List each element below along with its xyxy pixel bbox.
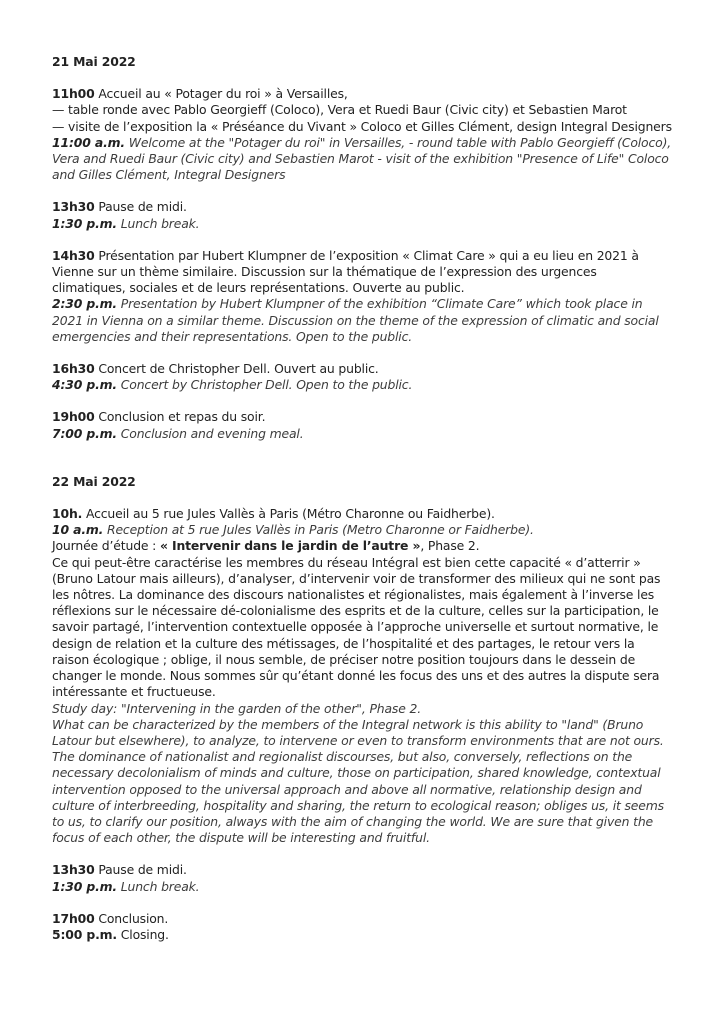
session-time-en: 7:00 p.m. xyxy=(52,425,117,441)
session-en-line xyxy=(52,135,672,184)
session-text-en: Reception at 5 rue Jules Vallès in Paris (Metro Charonne xyxy=(103,522,449,538)
session-en-line xyxy=(52,879,672,895)
session-text-en: Conclusion and evening meal. xyxy=(116,425,304,441)
study-day-en: Study day: "Intervening in the garden of the other", Phase 2. xyxy=(52,700,421,716)
session-en-line xyxy=(52,522,672,538)
session-text-fr: Conclusion et repas du soir. xyxy=(94,409,266,425)
session-text-fr: Pause de midi. xyxy=(94,199,187,215)
session-fr-line xyxy=(52,409,672,425)
session-time-fr: 17h00 xyxy=(52,910,95,926)
session-time-fr: 11h00 xyxy=(52,86,95,102)
session-time-fr: 13h30 xyxy=(52,199,95,215)
session-en-line xyxy=(52,296,672,345)
session-time-en: 4:30 p.m. xyxy=(52,377,117,393)
metro-end-text: ). xyxy=(525,522,534,538)
study-day-fr xyxy=(52,538,672,554)
session-fr-line xyxy=(52,86,672,102)
study-paragraph-fr: Ce qui peut-être caractérise les membres du réseau Intégral est bien cette capacité « d’atterrir » (Bruno Latour mais ailleurs), d’analyser, d’intervenir voir de transformer des milieux qui ne sont pas les nôtres. La dominance des discours nationalistes et régionalistes, mais également à l’inverse les réflexions sur le nécessaire dé-colonialisme des esprits et de la culture, celles sur la participation, le savoir partagé, l’intervention contextuelle opposée à l’approche universelle et surtout normative, le design de relation et la culture des métissages, de l’hospitalité et des partages, le retour vers la raison écologique ; oblige, il nous semble, de préciser notre position toujours dans le dessein de changer le monde. Nous sommes sûr qu’étant donné les focus des uns et des autres la dispute sera intéressante et fructueuse. xyxy=(52,554,661,700)
session-fr-line xyxy=(52,361,672,377)
session-text-fr: Présentation par Hubert Klumpner de l’exposition « Climat Care » qui a eu lieu en 2021 à Vienne sur un thème similaire. Discussion sur la thématique de l’expression des urgences climatiques, sociales et de leurs représentations. Ouverte au public. xyxy=(52,247,639,296)
session-text-en: Welcome at the "Potager du roi" in Versailles, - round table with Pablo Georgieff (Coloco), Vera and Ruedi Baur (Civic city) and Sebastien Marot - visit of the exhibition "Presence of Life" Coloco and Gilles Clément, Integral Designers xyxy=(52,134,672,183)
session-text-en: Lunch break. xyxy=(116,215,200,231)
session-time-en: 11:00 a.m. xyxy=(52,134,125,150)
study-prefix: Journée d’étude : xyxy=(52,538,160,554)
session-time-fr: 16h30 xyxy=(52,361,95,377)
session-time-en: 10 a.m. xyxy=(52,522,104,538)
session-text-en: Concert by Christopher Dell. Open to the public. xyxy=(116,377,413,393)
session-text-en: Lunch break. xyxy=(116,878,200,894)
session-1330-day2 xyxy=(52,862,672,894)
session-1630 xyxy=(52,361,672,393)
session-time-en: 1:30 p.m. xyxy=(52,878,117,894)
session-1700 xyxy=(52,911,672,943)
session-time-en: 1:30 p.m. xyxy=(52,215,117,231)
study-title: « Intervenir dans le jardin de l’autre » xyxy=(159,538,421,554)
session-10h xyxy=(52,506,672,846)
session-fr-line xyxy=(52,506,672,522)
session-fr-line xyxy=(52,248,672,297)
study-paragraph-en: What can be characterized by the members of the Integral network is this ability to "land" (Bruno Latour but elsewhere), to analyze, to intervene or even to transform environments that are not ours. The dominance of nationalist and regionalist discourses, but also, conversely, reflections on the necessary decolonialism of minds and culture, those on participation, shared knowledge, contextual intervention opposed to the universal approach and above all normative, relationship design and culture of interbreeding, hospitality and sharing, the return to ecological reason; obliges us, it seems to us, to clarify our position, always with the aim of changing the world. We are sure that given the focus of each other, the dispute will be interesting and fruitful. xyxy=(52,716,664,846)
session-time-fr: 19h00 xyxy=(52,409,95,425)
session-time-en: 5:00 p.m. xyxy=(52,926,117,942)
document-page xyxy=(52,54,672,943)
session-time-fr: 13h30 xyxy=(52,862,95,878)
study-suffix: , Phase 2. xyxy=(420,538,480,554)
session-fr-line xyxy=(52,911,672,927)
session-en-line xyxy=(52,377,672,393)
session-en-line xyxy=(52,927,672,943)
day2-date: 22 Mai 2022 xyxy=(52,473,136,489)
session-text-fr: Pause de midi. xyxy=(94,862,187,878)
session-text-fr: Accueil au « Potager du roi » à Versailles, xyxy=(94,86,348,102)
session-en-line xyxy=(52,426,672,442)
session-1430 xyxy=(52,248,672,345)
session-fr-line xyxy=(52,862,672,878)
session-fr-line: — visite de l’exposition la « Préséance du Vivant » Coloco et Gilles Clément, design Integral Designers xyxy=(52,118,672,134)
session-time-en: 2:30 p.m. xyxy=(52,296,117,312)
session-1900 xyxy=(52,409,672,441)
session-fr-line xyxy=(52,199,672,215)
session-text-en: Presentation by Hubert Klumpner of the exhibition “Climate Care” which took place in 2021 in Vienna on a similar theme. Discussion on the theme of the expression of climatic and social emergencies and their representations. Open to the public. xyxy=(52,296,659,344)
metro-alt-text: or Faidherbe xyxy=(448,522,526,538)
session-time-fr: 10h. xyxy=(52,506,83,522)
session-fr-line: — table ronde avec Pablo Georgieff (Coloco), Vera et Ruedi Baur (Civic city) et Sebastien Marot xyxy=(52,102,627,118)
session-en-line xyxy=(52,216,672,232)
session-1330 xyxy=(52,199,672,231)
session-text-en: Closing. xyxy=(116,926,169,942)
day1-date: 21 Mai 2022 xyxy=(52,54,136,69)
session-time-fr: 14h30 xyxy=(52,247,95,263)
session-text-fr: Conclusion. xyxy=(94,910,169,926)
session-text-fr: Accueil au 5 rue Jules Vallès à Paris (Métro Charonne ou Faidherbe). xyxy=(82,506,495,522)
session-text-fr: Concert de Christopher Dell. Ouvert au public. xyxy=(94,361,379,377)
session-1100 xyxy=(52,86,672,183)
